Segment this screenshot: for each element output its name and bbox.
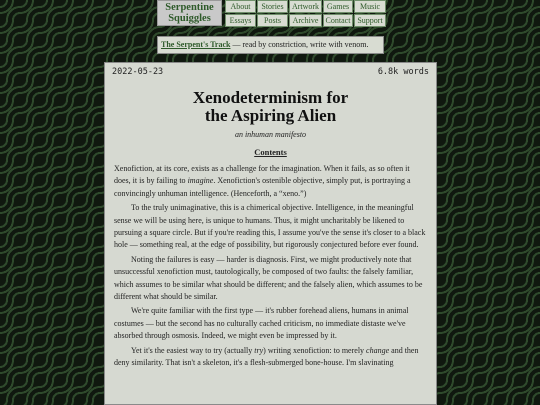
site-logo[interactable] [157, 0, 222, 26]
paragraph: Yet it's the easiest way to try (actually try) writing xenofiction: to merely change and then deny similarity. That isn't a skeleton, it's a flesh-submerged bone-house. I'm slavinating [114, 345, 419, 368]
nav-about[interactable]: About [225, 0, 256, 13]
contents-toggle[interactable]: Contents [254, 147, 287, 157]
nav-contact[interactable]: Contact [323, 14, 353, 27]
title-line-2: the Aspiring Alien [204, 106, 337, 125]
paragraph: To the truly unimaginative, this is a chimerical objective. Intelligence, in the meaningful sense we will be using here, is unique to humans. Thus, it might uncharitably be likened to pursuing a square circle. But if you're reading this, I assume you've the sense it's closer to a black hole — something real, at the edge of possibility, but rigorously conjectured before ever found. [114, 203, 426, 250]
nav-posts[interactable]: Posts [257, 14, 288, 27]
article-title [105, 89, 436, 125]
article-date: 2022-05-23 [112, 67, 164, 77]
blog-link[interactable]: The Serpent's Track [161, 40, 231, 49]
blog-tagline: — read by constriction, write with venom. [230, 40, 369, 49]
main-nav [225, 0, 417, 27]
logo-line-2: Squiggles [168, 13, 211, 24]
article-subtitle: an inhuman manifesto [234, 130, 307, 139]
logo-line-1: Serpentine [165, 2, 214, 13]
article [104, 62, 437, 405]
paragraph: Noting the failures is easy — harder is diagnosis. First, we might productively note that unsuccessful xenofiction must, tautologically, be composed of two faults: the falsely familiar, which assumes to be similar what should be different; and the falsely alien, which assumes to be different what should be similar. [114, 254, 423, 302]
nav-essays[interactable]: Essays [225, 14, 256, 27]
blog-banner [157, 36, 384, 54]
nav-games[interactable]: Games [323, 0, 353, 13]
article-body [105, 157, 436, 370]
paragraph: Xenofiction, at its core, exists as a challenge for the imagination. When it fails, as so often it does, it is by failing to imagine. Xenofiction's ostenible objective, simply put, is portraying a convincingly unhuman intelligence. (Henceforth, a “xeno.”) [114, 164, 411, 198]
word-count: 6.8k words [377, 67, 429, 77]
title-line-1: Xenodeterminism for [192, 88, 349, 107]
nav-stories[interactable]: Stories [257, 0, 288, 13]
nav-support[interactable]: Support [354, 14, 386, 27]
nav-artwork[interactable]: Artwork [289, 0, 322, 13]
nav-music[interactable]: Music [354, 0, 386, 13]
nav-archive[interactable]: Archive [289, 14, 322, 27]
paragraph: We're quite familiar with the first type — it's rubber forehead aliens, humans in animal costumes — but the second has no culturally cached criticism, no immediate distaste we've absorbed through osmosis. Indeed, we might even be impressed by it. [114, 306, 409, 341]
article-meta [105, 63, 436, 77]
